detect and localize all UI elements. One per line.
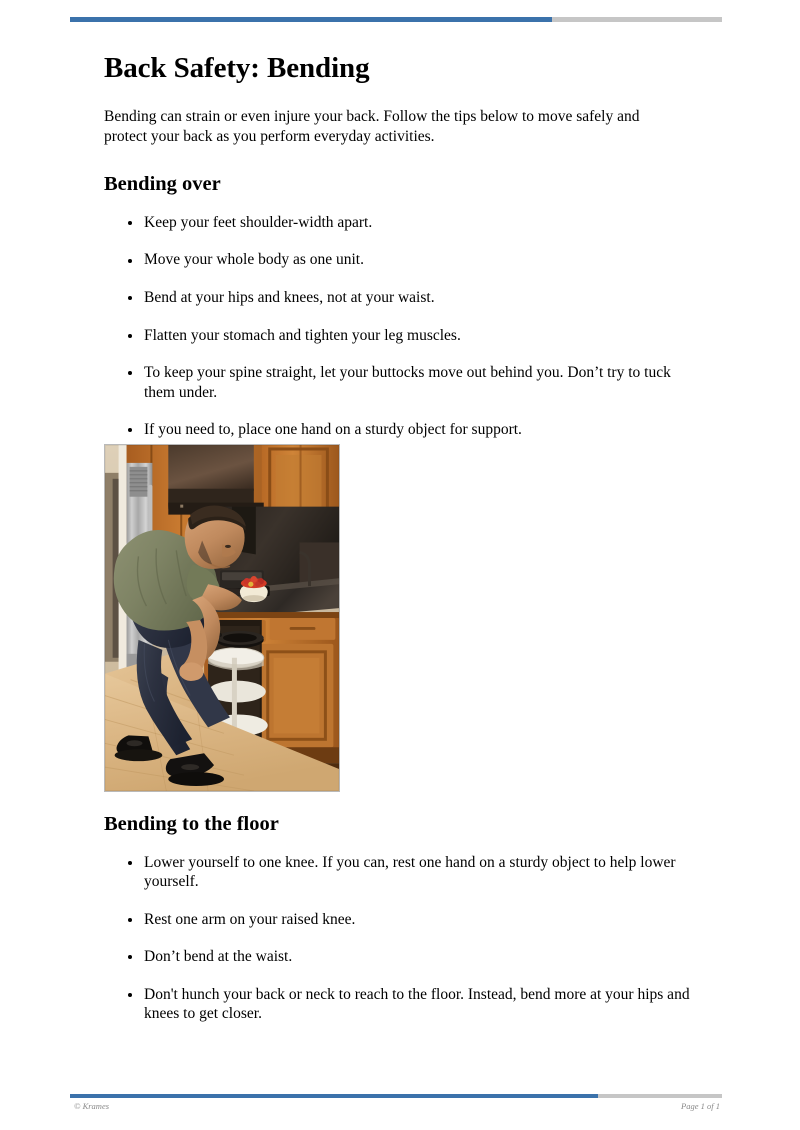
list-item-text: Flatten your stomach and tighten your leg muscles.	[144, 326, 461, 344]
list-item	[104, 853, 704, 892]
footer-rule-gray-segment	[598, 1094, 722, 1098]
list-item	[104, 910, 704, 930]
list-item-text: Bend at your hips and knees, not at your waist.	[144, 289, 435, 306]
kitchen-bending-photo	[104, 444, 340, 792]
footer-rule	[70, 1094, 722, 1098]
list-item	[104, 326, 704, 346]
bullet-icon	[128, 955, 132, 959]
list-item-text: Lower yourself to one knee. If you can, rest one hand on a sturdy object to help lower yourself.	[144, 853, 676, 891]
list-item	[104, 947, 704, 967]
section-heading-bending-over: Bending over	[104, 173, 221, 196]
list-item-text: Keep your feet shoulder-width apart.	[144, 213, 373, 231]
list-item	[104, 363, 704, 402]
list-item-text: To keep your spine straight, let your buttocks move out behind you. Don’t try to tuck them under.	[144, 364, 671, 401]
list-item-text: Don't hunch your back or neck to reach to the floor. Instead, bend more at your hips and knees to get closer.	[144, 985, 690, 1023]
header-rule-gray-segment	[552, 17, 722, 22]
bullet-icon	[128, 993, 132, 997]
bullet-icon	[128, 334, 132, 338]
intro-paragraph: Bending can strain or even injure your back. Follow the tips below to move safely and protect your back as you perform everyday activities.	[104, 108, 640, 145]
photo-image	[105, 445, 339, 791]
bullet-icon	[128, 296, 132, 300]
bullet-icon	[128, 259, 132, 263]
header-rule	[70, 17, 722, 22]
bullet-icon	[128, 371, 132, 375]
document-content	[104, 52, 704, 440]
list-item	[104, 420, 704, 440]
tips-list-bending-to-the-floor	[104, 853, 704, 1024]
footer-copyright: © Krames	[74, 1101, 110, 1111]
bullet-icon	[128, 428, 132, 432]
document-content-section-2	[104, 812, 704, 1024]
list-item	[104, 250, 704, 270]
footer-page-number: Page 1 of 1	[681, 1101, 720, 1111]
list-item-text: If you need to, place one hand on a sturdy object for support.	[144, 421, 522, 439]
bullet-icon	[128, 918, 132, 922]
footer	[70, 1101, 722, 1111]
list-item	[104, 985, 704, 1024]
bullet-icon	[128, 861, 132, 865]
bullet-icon	[128, 221, 132, 225]
tips-list-bending-over	[104, 213, 704, 440]
photo-illustration	[105, 445, 339, 791]
header-rule-blue-segment	[70, 17, 552, 22]
list-item	[104, 213, 704, 233]
list-item-text: Rest one arm on your raised knee.	[144, 910, 356, 928]
list-item-text: Move your whole body as one unit.	[144, 251, 364, 269]
section-heading-bending-to-the-floor: Bending to the floor	[104, 813, 279, 835]
list-item	[104, 288, 704, 308]
page-title: Back Safety: Bending	[104, 52, 370, 84]
footer-rule-blue-segment	[70, 1094, 598, 1098]
list-item-text: Don’t bend at the waist.	[144, 948, 293, 966]
